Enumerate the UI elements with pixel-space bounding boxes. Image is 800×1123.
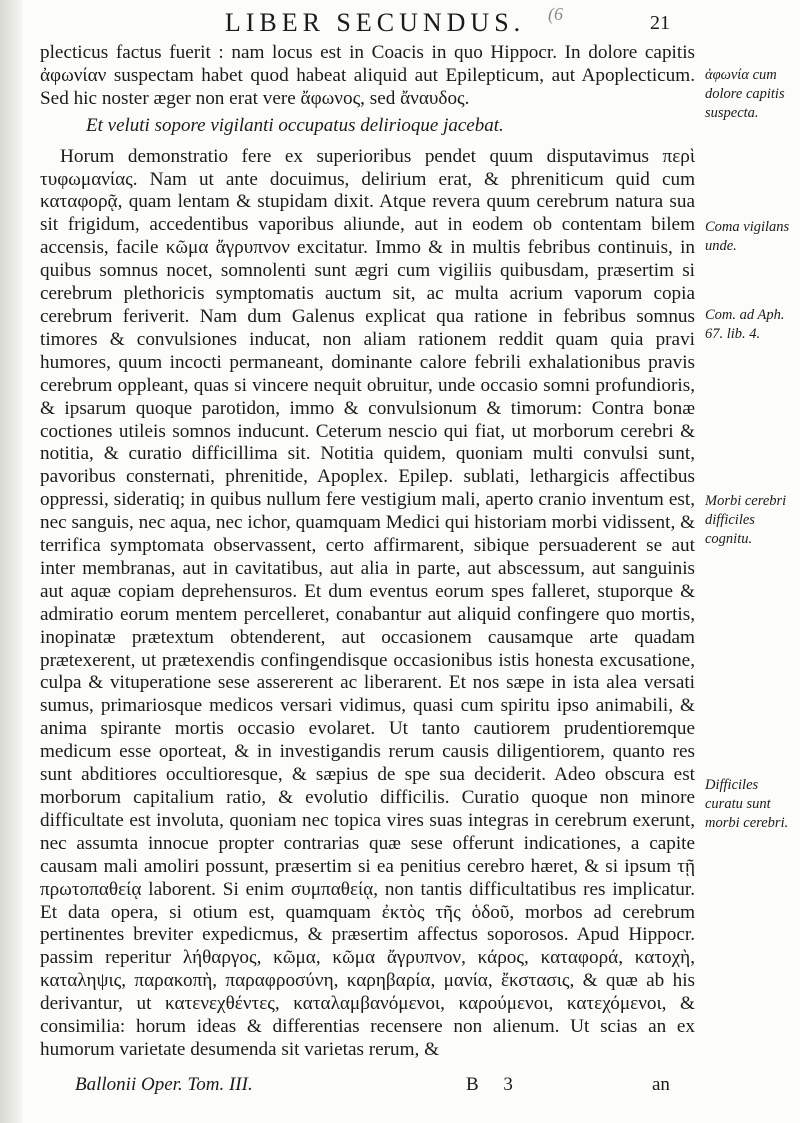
lemma-line: Et veluti sopore vigilanti occupatus delirioque jacebat. <box>86 114 504 136</box>
margin-note-aphorism-ref: Com. ad Aph. 67. lib. 4. <box>705 307 785 342</box>
margin-note-curatu: Difficiles curatu sunt morbi cerebri. <box>705 777 789 831</box>
pencil-annotation: (6 <box>548 4 563 24</box>
margin-note-coma: Coma vigilans unde. <box>705 219 790 254</box>
commentary-paragraph: Horum demonstratio fere ex superioribus pendet quum disputavimus περὶ τυφωμανίας. Nam ut ante docuimus, delirium erat, & phreniticum quid cum καταφορᾷ, quam lentam & stupidam dixit. Atque revera quum cerebrum natura sua sit frigidum, accedentibus vaporibus aliunde, aut in eodem ob contentam bilem accensis, facile κῶμα ἄγρυπνον excitatur. Immo & in multis febribus continuis, in quibus somnus nocet, somnolenti sunt ægri cum vigiliis quibusdam, præsertim si cerebrum plethoricis symptomatis auctum sit, ac multa acrium vaporum copia cerebrum feriverit. Nam dum Galenus explicat qua ratione in febribus somnus timores & convulsiones inducat, non aliam rationem reddit quam quia pravi humores, quum incocti permaneant, dominante calore febrili exhalationibus pravis cerebrum oppleant, quas si vincere nequit obruitur, unde occasio somni profundioris, & ipsarum quoque parotidon, immo & convulsionum & timorum: Contra bonæ coctiones utileis somnos inducunt. Ceterum nescio qui fiat, ut morborum cerebri & notitia, & curatio difficillima sit. Notitia quidem, quoniam multi convulsi sunt, pavoribus consternati, phrenitide, Apoplex. Epilep. sublati, lethargicis affectibus oppressi, sideratiq; in quibus nullum fere vestigium mali, aperto cranio inventum est, nec sanguis, nec aqua, nec ichor, quamquam Medici qui historiam morbi vidissent, & terrifica symptomata observassent, certo affirmarent, sibique persuaderent se aut inter membranas, aut in cavitatibus, aut alia in parte, aut abscessum, aut sanguinis aut aquæ copiam deprehensuros. Et dum eventus eorum spes falleret, stuporque & admiratio eorum mentem percelleret, conabantur aut aliquid confingere quo mortis, inopinatæ prætextum obtenderent, aut occasionem causamque arte quadam prætexerent, ut prætexendis confingendisque occasionibus istis honesta excusatione, culpa & vituperatione sese assererent ac liberarent. Et nos sæpe in ista alea versati sumus, primariosque medicos versari vidimus, quasi cum spiritu ipso animabili, & anima spirante mortis occasio evolaret. Ut tanto cautiorem prudentioremque medicum esse oporteat, & in investigandis rerum causis diligentiorem, quanto res sunt abditiores occultioresque, & sæpius de spe sua deciderit. Adeo obscura est morborum capitalium ratio, & evolutio difficilis. Curatio quoque non minore difficultate est involuta, quoniam nec topica vires suas integras in cerebrum exerunt, nec assumta innocue propter contrarias quæ sese offerunt indicationes, a capite causam mali amoliri possunt, præsertim si ea penitius cerebro hæret, & si ipsum τῇ πρωτοπαθείᾳ laborent. Si enim συμπαθείᾳ, non tantis difficultatibus res implicatur. Et data opera, si otium est, quamquam ἐκτὸς τῆς ὁδοῦ, morbos ad cerebrum pertinentes breviter expedicmus, & præsertim affectus soporosos. Apud Hippocr. passim reperitur λήθαργος, κῶμα, κῶμα ἄγρυπνον, κάρος, καταφορά, κατοχὴ, καταληψις, παρακοπὴ, παραφροσύνη, καρηβαρία, μανία, ἔκστασις, & quæ ab his derivantur, ut κατενεχθέντες, καταλαμβανόμενοι, καρούμενοι, κατεχόμενοι, & consimilia: horum ideas & differentias recensere non alienum. Ut scias an ex humorum varietate desumenda sit varietas rerum, & <box>40 145 695 1060</box>
sheet-signature-mark: B 3 <box>466 1074 523 1095</box>
margin-note-aphonia: ἀφωνία cum dolore capitis suspecta. <box>705 67 785 121</box>
body-text <box>40 42 695 1062</box>
continuation-paragraph: plecticus factus fuerit : nam locus est in Coacis in quo Hippocr. In dolore capitis ἀφωνίαν suspectam habet quod habeat aliquid aut Epilepticum, aut Apoplecticum. Sed hic noster æger non erat vere ἄφωνος, sed ἄναυδος. <box>40 42 695 109</box>
page-gutter-shadow <box>0 0 22 1123</box>
footer-signature: Ballonii Oper. Tom. III. <box>75 1074 253 1095</box>
running-head: LIBER SECUNDUS. <box>224 8 526 37</box>
page-number: 21 <box>650 12 670 34</box>
margin-note-cognitu: Morbi cerebri difficiles cognitu. <box>705 493 787 547</box>
catchword: an <box>652 1074 670 1095</box>
